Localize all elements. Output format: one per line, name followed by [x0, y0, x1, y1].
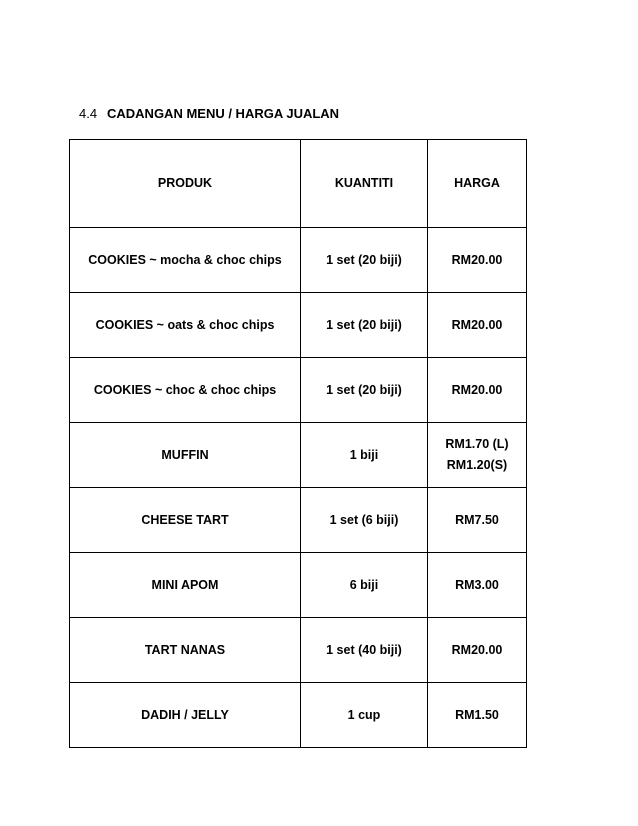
- section-number: 4.4: [79, 106, 98, 121]
- menu-price-table: [69, 139, 527, 748]
- cell-kuantiti: 1 set (40 biji): [301, 618, 428, 683]
- price-line: RM3.00: [455, 577, 499, 592]
- cell-kuantiti: 1 set (20 biji): [301, 358, 428, 423]
- cell-harga: [428, 423, 527, 488]
- cell-kuantiti: 1 set (20 biji): [301, 293, 428, 358]
- table-header-row: [70, 140, 527, 228]
- cell-kuantiti: 1 cup: [301, 683, 428, 748]
- price-line: RM20.00: [451, 642, 503, 657]
- cell-produk: MINI APOM: [70, 553, 301, 618]
- table-row: [70, 488, 527, 553]
- cell-harga: [428, 553, 527, 618]
- header-harga: HARGA: [428, 140, 527, 228]
- table-row: [70, 618, 527, 683]
- cell-harga: [428, 358, 527, 423]
- cell-kuantiti: 1 set (6 biji): [301, 488, 428, 553]
- price-line-large: RM1.70 (L): [445, 437, 509, 451]
- table-row: [70, 683, 527, 748]
- cell-produk: COOKIES ~ mocha & choc chips: [70, 228, 301, 293]
- price-line: RM20.00: [451, 317, 503, 332]
- cell-produk: CHEESE TART: [70, 488, 301, 553]
- table-row: [70, 293, 527, 358]
- cell-harga: [428, 683, 527, 748]
- cell-harga: [428, 228, 527, 293]
- price-line: RM7.50: [455, 512, 499, 527]
- cell-harga: [428, 618, 527, 683]
- section-heading: [79, 106, 339, 122]
- cell-produk: COOKIES ~ choc & choc chips: [70, 358, 301, 423]
- cell-produk: TART NANAS: [70, 618, 301, 683]
- price-line: RM20.00: [451, 382, 503, 397]
- table-row: [70, 228, 527, 293]
- cell-kuantiti: 6 biji: [301, 553, 428, 618]
- cell-produk: MUFFIN: [70, 423, 301, 488]
- price-line: RM20.00: [451, 252, 503, 267]
- section-title: CADANGAN MENU / HARGA JUALAN: [107, 106, 340, 121]
- price-line-small: RM1.20(S): [446, 458, 508, 472]
- cell-kuantiti: 1 set (20 biji): [301, 228, 428, 293]
- cell-harga: [428, 293, 527, 358]
- header-produk: PRODUK: [70, 140, 301, 228]
- table-row: [70, 358, 527, 423]
- cell-produk: COOKIES ~ oats & choc chips: [70, 293, 301, 358]
- cell-kuantiti: 1 biji: [301, 423, 428, 488]
- cell-produk: DADIH / JELLY: [70, 683, 301, 748]
- header-kuantiti: KUANTITI: [301, 140, 428, 228]
- table-row: [70, 553, 527, 618]
- cell-harga: [428, 488, 527, 553]
- price-line: RM1.50: [455, 707, 499, 722]
- table-row: [70, 423, 527, 488]
